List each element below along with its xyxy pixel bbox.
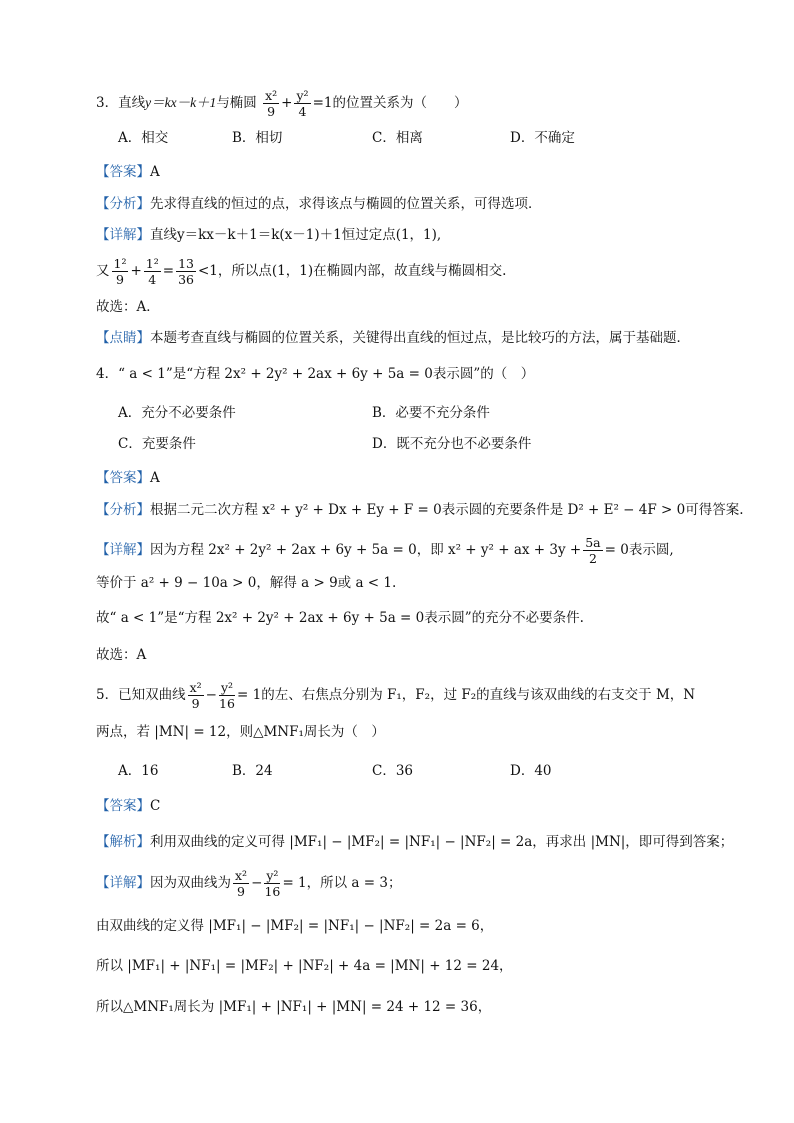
q5-option-b: B．24 (232, 763, 273, 779)
q4-detail-3: 故“ a < 1”是“方程 2x² + 2y² + 2ax + 6y + 5a = 0表示圆”的充分不必要条件. (96, 610, 584, 626)
q5-analysis: 【解析】利用双曲线的定义可得 |MF₁| − |MF₂| = |NF₁| − |NF₂| = 2a，再求出 |MN|，即可得到答案； (96, 834, 734, 850)
q4-option-b: B．必要不充分条件 (372, 405, 490, 421)
q5-option-a: A．16 (118, 763, 159, 779)
q5-stem-2: 两点，若 |MN| = 12，则△MNF₁周长为（ ） (96, 724, 385, 740)
q3-comment: 【点睛】本题考查直线与椭圆的位置关系，关键得出直线的恒过点，是比较巧的方法，属于基础题． (96, 330, 690, 346)
q4-detail-2: 等价于 a² + 9 − 10a > 0，解得 a > 9或 a < 1. (96, 575, 397, 591)
q3-choose: 故选：A． (96, 299, 160, 315)
q3-option-b: B．相切 (232, 130, 283, 146)
q5-option-c: C．36 (372, 763, 414, 779)
q3-option-a: A．相交 (118, 130, 169, 146)
q5-option-d: D．40 (510, 763, 552, 779)
q4-stem: 4．“ a < 1”是“方程 2x² + 2y² + 2ax + 6y + 5a = 0表示圆”的（ ） (96, 366, 535, 382)
q3-analysis: 【分析】先求得直线的恒过的点，求得该点与椭圆的位置关系，可得选项． (96, 196, 542, 212)
q3-detail-2: 又 $\frac{\text{1²}}{9}$ + $\frac{\text{1²}}{4}$ = $\frac{13}{36}$ <1，所以点(1，1)在椭圆内部，故直线与椭圆相交. (96, 256, 507, 287)
q5-stem: 5．已知双曲线 $\frac{\text{x²}}{9}$ − $\frac{\text{y²}}{16}$ = 1的左、右焦点分别为 F₁，F₂，过 F₂的直线与该双曲线的右支交于 M，N (96, 680, 696, 711)
q3-detail-1: 【详解】直线y＝kx－k＋1＝k(x－1)＋1恒过定点(1，1), (96, 227, 442, 243)
q5-detail-1: 【详解】因为双曲线为 $\frac{\text{x²}}{9}$ − $\frac{\text{y²}}{16}$ = 1，所以 a = 3； (96, 868, 402, 899)
q4-choose: 故选：A (96, 647, 147, 663)
q4-option-c: C．充要条件 (118, 436, 196, 452)
q4-answer: 【答案】A (96, 470, 160, 486)
q4-analysis: 【分析】根据二元二次方程 x² + y² + Dx + Ey + F = 0表示圆的充要条件是 D² + E² − 4F > 0可得答案. (96, 502, 744, 518)
q5-detail-4: 所以△MNF₁周长为 |MF₁| + |NF₁| + |MN| = 24 + 12 = 36， (96, 999, 492, 1015)
q3-option-d: D．不确定 (510, 130, 575, 146)
q4-option-a: A．充分不必要条件 (118, 405, 236, 421)
q5-answer: 【答案】C (96, 798, 161, 814)
q5-detail-3: 所以 |MF₁| + |NF₁| = |MF₂| + |NF₂| + 4a = |MN| + 12 = 24， (96, 958, 513, 974)
q4-detail-1: 【详解】因为方程 2x² + 2y² + 2ax + 6y + 5a = 0，即 x² + y² + ax + 3y + $\frac{5a}{2}$ = 0表示圆, (96, 535, 674, 566)
q3-option-c: C．相离 (372, 130, 423, 146)
q4-option-d: D．既不充分也不必要条件 (372, 436, 532, 452)
q5-detail-2: 由双曲线的定义得 |MF₁| − |MF₂| = |NF₁| − |NF₂| = 2a = 6， (96, 918, 494, 934)
q3-stem: 3．直线y＝kx－k＋1与椭圆 $\frac{\text{x²}}{9}$ + $\frac{\text{y²}}{4}$ =1的位置关系为（ ） (96, 88, 468, 119)
q3-answer: 【答案】A (96, 164, 160, 180)
